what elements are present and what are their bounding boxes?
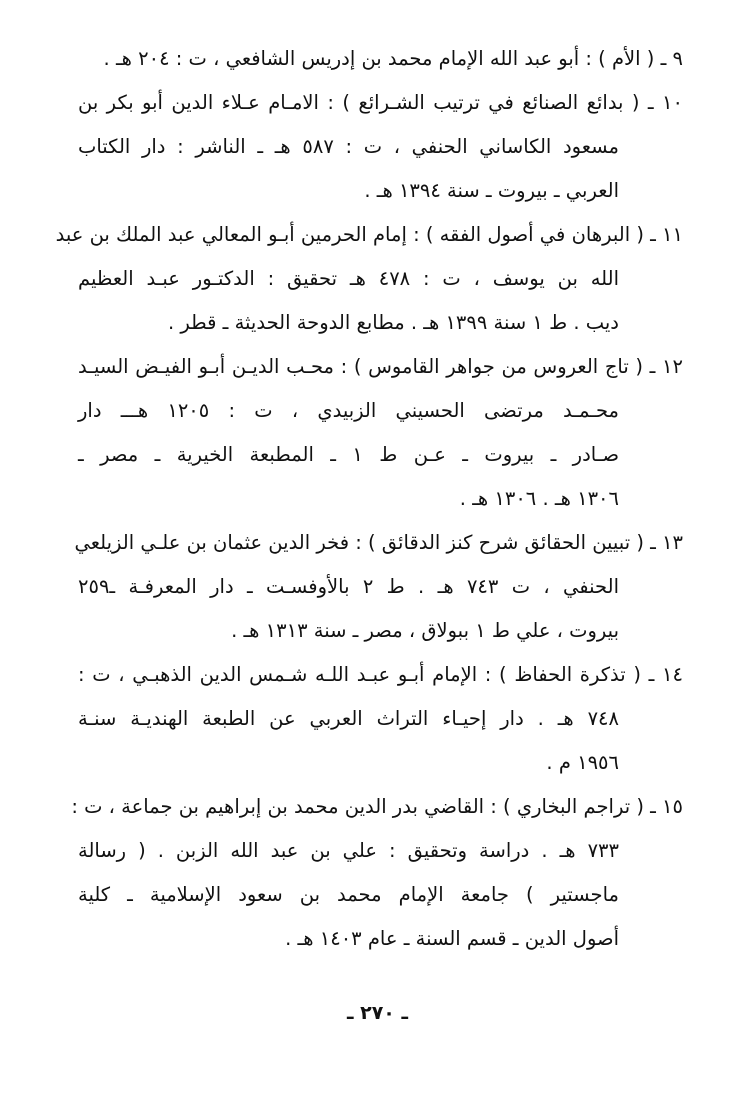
entry-line: بيروت ، علي ط ١ ببولاق ، مصر ـ سنة ١٣١٣ هـ . (231, 619, 619, 642)
entry-line: ١٥ ـ ( تراجم البخاري ) : القاضي بدر الدين محمد بن إبراهيم بن جماعة ، ت : (71, 795, 683, 818)
entry-line: ماجستير ) جامعة الإمام محمد بن سعود الإسلامية ـ كلية (78, 883, 619, 906)
entry-line: ١٣ ـ ( تبيين الحقائق شرح كنز الدقائق ) : فخر الدين عثمان بن علـي الزيلعي (74, 531, 683, 554)
entry-line: أصول الدين ـ قسم السنة ـ عام ١٤٠٣ هـ . (285, 927, 619, 950)
page-number: ـ ٢٧٠ ـ (346, 1002, 408, 1024)
entry-line: ٩ ـ ( الأم ) : أبو عبد الله الإمام محمد بن إدريس الشافعي ، ت : ٢٠٤ هـ . (103, 47, 683, 70)
entry-line: ٧٣٣ هـ . دراسة وتحقيق : علي بن عبد الله الزبن . ( رسالة (78, 839, 619, 862)
bibliography-entry-10 (78, 88, 683, 206)
entry-line: محـمـد مرتضى الحسيني الزبيدي ، ت : ١٢٠٥ هـــ دار (78, 399, 619, 422)
entry-line: ٧٤٨ هـ . دار إحيـاء التراث العربي عن الطبعة الهنديـة سنـة (78, 707, 619, 730)
entry-line: ١٤ ـ ( تذكرة الحفاظ ) : الإمام أبـو عبـد اللـه شـمس الدين الذهبـي ، ت : (78, 663, 683, 686)
entry-line: ١٢ ـ ( تاج العروس من جواهر القاموس ) : محـب الديـن أبـو الفيـض السيـد (78, 355, 683, 378)
bibliography-entry-12 (78, 352, 683, 514)
entry-line: صـادر ـ بيروت ـ عـن ط ١ ـ المطبعة الخيرية ـ مصر ـ (78, 443, 619, 466)
bibliography-page (55, 44, 683, 968)
entry-line: مسعود الكاساني الحنفي ، ت : ٥٨٧ هـ ـ الناشر : دار الكتاب (78, 135, 619, 158)
entry-line: ١٠ ـ ( بدائع الصنائع في ترتيب الشـرائع ) : الامـام عـلاء الدين أبو بكر بن (78, 91, 683, 114)
entry-line: ١٣٠٦ هـ . ١٣٠٦ هـ . (459, 487, 619, 510)
entry-line: الله بن يوسف ، ت : ٤٧٨ هـ تحقيق : الدكتـور عبـد العظيم (78, 267, 619, 290)
entry-line: ١٩٥٦ م . (546, 751, 619, 774)
entry-line: العربي ـ بيروت ـ سنة ١٣٩٤ هـ . (364, 179, 619, 202)
entry-line: ١١ ـ ( البرهان في أصول الفقه ) : إمام الحرمين أبـو المعالي عبد الملك بن عبد (55, 223, 683, 246)
bibliography-entry-11 (55, 220, 683, 338)
bibliography-entry-14 (78, 660, 683, 778)
bibliography-entry-13 (74, 528, 683, 646)
entry-line: ديب . ط ١ سنة ١٣٩٩ هـ . مطابع الدوحة الحديثة ـ قطر . (168, 311, 619, 334)
bibliography-entry-9 (78, 44, 683, 74)
entry-line: الحنفي ، ت ٧٤٣ هـ . ط ٢ بالأوفسـت ـ دار المعرفـة ـ٢٥٩ (78, 575, 619, 598)
bibliography-entry-15 (71, 792, 683, 954)
